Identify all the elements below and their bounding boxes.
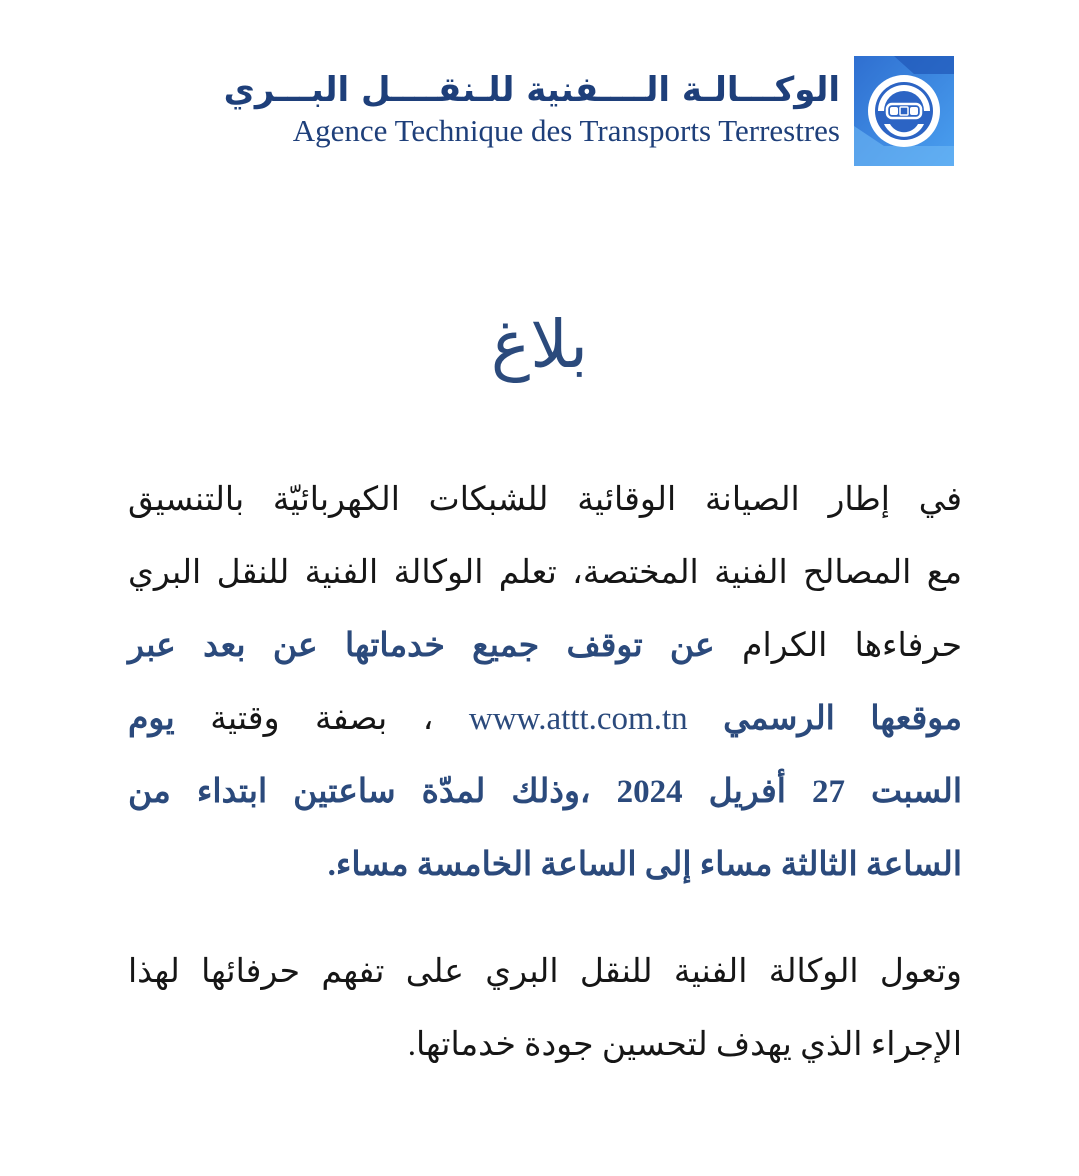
paragraph-line (128, 610, 962, 683)
website-link[interactable]: www.attt.com.tn (468, 701, 688, 737)
page-title: بلاغ (490, 306, 589, 383)
announcement-paragraph-2 (128, 936, 962, 1082)
letterhead (200, 52, 960, 170)
paragraph-line: في إطار الصيانة الوقائية للشبكات الكهربائيّة بالتنسيق (128, 482, 962, 518)
paragraph-line: وتعول الوكالة الفنية للنقل البري على تفهم حرفائها لهذا (128, 954, 962, 990)
paragraph-line: الإجراء الذي يهدف لتحسين جودة خدماتها. (407, 1027, 962, 1063)
paragraph-line (128, 683, 962, 756)
text-highlight: عن توقف جميع خدماتها عن بعد عبر (128, 628, 715, 664)
text-normal: ، بصفة وقتية (210, 701, 434, 737)
paragraph-line: السبت 27 أفريل 2024 ،وذلك لمدّة ساعتين ابتداء من (128, 774, 962, 810)
paragraph-line: مع المصالح الفنية المختصة، تعلم الوكالة الفنية للنقل البري (128, 555, 962, 591)
agency-name-french: Agence Technique des Transports Terrestres (292, 113, 840, 148)
agency-name (200, 70, 840, 150)
text-normal: حرفاءها الكرام (742, 628, 962, 664)
paragraph-line: الساعة الثالثة مساء إلى الساعة الخامسة مساء. (327, 847, 962, 883)
text-highlight: موقعها الرسمي (723, 701, 963, 737)
agency-name-arabic: الوكـــالـة الــــفنية للـنقــــل البـــري (223, 70, 840, 110)
steering-wheel-car-icon (854, 56, 954, 166)
text-highlight: يوم (128, 701, 175, 737)
announcement-paragraph-1 (128, 464, 962, 902)
